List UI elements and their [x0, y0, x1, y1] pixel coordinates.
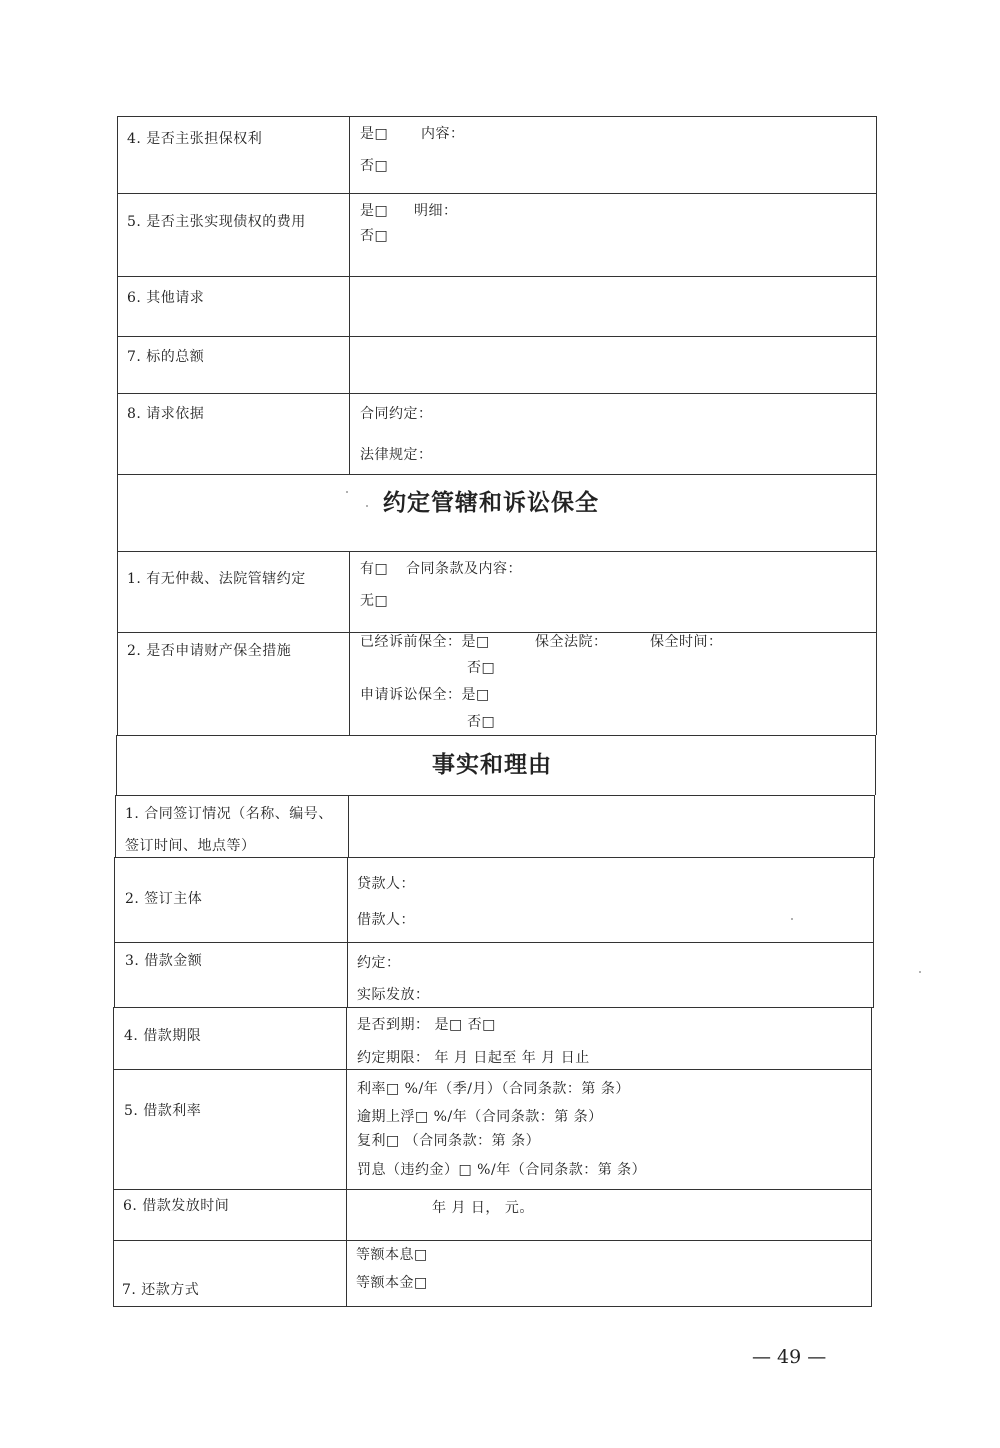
row-divider — [114, 1007, 874, 1008]
table-border — [871, 1007, 872, 1307]
row-label-arbitration: 1. 有无仲裁、法院管辖约定 — [127, 571, 306, 587]
column-divider — [349, 551, 350, 735]
agreed-term-text: 约定期限： 年 月 日起至 年 月 日止 — [357, 1050, 590, 1066]
preservation-time-label: 保全时间： — [650, 634, 723, 650]
row-label-total-amount: 7. 标的总额 — [127, 349, 205, 365]
table-border — [876, 116, 877, 735]
row-divider — [113, 1306, 872, 1307]
row-divider — [116, 735, 876, 736]
actual-amount-label: 实际发放： — [357, 987, 430, 1003]
row-divider — [117, 632, 877, 633]
arbitration-no-checkbox[interactable]: 无□ — [360, 593, 389, 609]
equal-principal-checkbox[interactable]: 等额本金□ — [356, 1275, 428, 1291]
row-label-interest-rate: 5. 借款利率 — [124, 1103, 202, 1119]
row-label-loan-amount: 3. 借款金额 — [125, 953, 203, 969]
pre-litigation-preservation-yes[interactable]: 已经诉前保全：是□ — [360, 634, 490, 650]
row-divider — [117, 393, 877, 394]
guarantee-content-label: 内容： — [421, 126, 465, 142]
table-border — [113, 1007, 114, 1307]
row-divider — [113, 1189, 872, 1190]
table-border — [874, 795, 875, 857]
row-label-expenses: 5. 是否主张实现债权的费用 — [127, 214, 306, 230]
row-divider — [117, 336, 877, 337]
interest-rate-checkbox[interactable]: 利率□ %/年（季/月）（合同条款：第 条） — [357, 1081, 630, 1097]
row-label-loan-term: 4. 借款期限 — [124, 1028, 202, 1044]
row-label-guarantee: 4. 是否主张担保权利 — [127, 131, 263, 147]
compound-interest-checkbox[interactable]: 复利□ （合同条款：第 条） — [357, 1133, 541, 1149]
scan-speck — [366, 505, 368, 507]
overdue-markup-checkbox[interactable]: 逾期上浮□ %/年（合同条款：第 条） — [357, 1109, 603, 1125]
row-label-preservation: 2. 是否申请财产保全措施 — [127, 643, 292, 659]
column-divider — [348, 795, 349, 857]
table-border — [116, 735, 117, 795]
column-divider — [346, 1007, 347, 1307]
row-divider — [117, 276, 877, 277]
agreed-amount-label: 约定： — [357, 955, 401, 971]
table-border — [114, 857, 115, 1007]
arbitration-clause-label: 合同条款及内容： — [406, 561, 522, 577]
row-label-disbursement-time: 6. 借款发放时间 — [123, 1198, 230, 1214]
arbitration-yes-checkbox[interactable]: 有□ — [360, 561, 389, 577]
row-divider — [113, 1240, 872, 1241]
section-title-jurisdiction: 约定管辖和诉讼保全 — [383, 490, 599, 516]
equal-installment-checkbox[interactable]: 等额本息□ — [356, 1247, 428, 1263]
scan-speck — [346, 491, 348, 493]
scan-speck — [919, 971, 921, 973]
column-divider — [349, 116, 350, 474]
row-divider — [115, 857, 875, 858]
expenses-no-checkbox[interactable]: 否□ — [360, 228, 389, 244]
row-label-signing-parties: 2. 签订主体 — [125, 891, 203, 907]
row-divider — [117, 551, 877, 552]
contract-agreement-label: 合同约定： — [360, 406, 433, 422]
row-label-repayment-method: 7. 还款方式 — [122, 1282, 200, 1298]
section-title-facts: 事实和理由 — [432, 752, 552, 778]
row-divider — [117, 474, 877, 475]
row-divider — [117, 116, 877, 117]
guarantee-no-checkbox[interactable]: 否□ — [360, 158, 389, 174]
penalty-interest-checkbox[interactable]: 罚息（违约金）□ %/年（合同条款：第 条） — [357, 1162, 647, 1178]
page-number: — 49 — — [752, 1346, 827, 1368]
pre-litigation-preservation-no[interactable]: 否□ — [467, 660, 496, 676]
litigation-preservation-yes[interactable]: 申请诉讼保全：是□ — [360, 687, 490, 703]
row-divider — [116, 795, 875, 796]
row-label-other-requests: 6. 其他请求 — [127, 290, 205, 306]
table-border — [115, 795, 116, 857]
row-divider — [114, 942, 874, 943]
expenses-detail-label: 明细： — [414, 203, 458, 219]
lender-label: 贷款人： — [357, 876, 415, 892]
row-label-request-basis: 8. 请求依据 — [127, 406, 205, 422]
borrower-label: 借款人： — [357, 912, 415, 928]
loan-due-checkboxes[interactable]: 是否到期： 是□ 否□ — [357, 1017, 496, 1033]
table-border — [117, 116, 118, 735]
expenses-yes-checkbox[interactable]: 是□ — [360, 203, 389, 219]
guarantee-yes-checkbox[interactable]: 是□ — [360, 126, 389, 142]
disbursement-date-amount: 年 月 日， 元。 — [432, 1200, 534, 1216]
row-divider — [113, 1069, 872, 1070]
preservation-court-label: 保全法院： — [535, 634, 608, 650]
scan-speck — [791, 918, 793, 920]
litigation-preservation-no[interactable]: 否□ — [467, 714, 496, 730]
table-border — [875, 735, 876, 795]
row-label-contract-signing-line2: 签订时间、地点等） — [125, 838, 256, 854]
row-label-contract-signing-line1: 1. 合同签订情况（名称、编号、 — [125, 806, 333, 822]
legal-provision-label: 法律规定： — [360, 447, 433, 463]
column-divider — [347, 857, 348, 1007]
row-divider — [117, 193, 877, 194]
table-border — [873, 857, 874, 1007]
